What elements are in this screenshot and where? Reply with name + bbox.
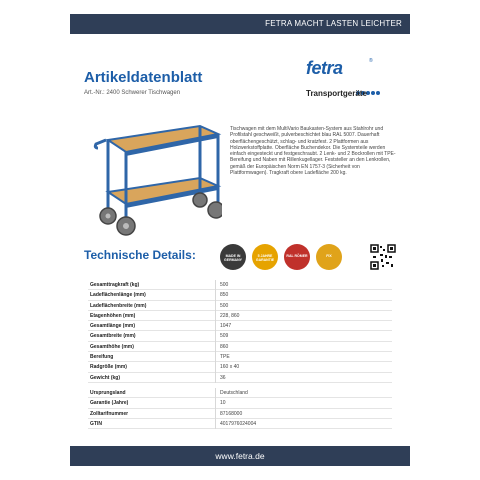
fix-badge-icon: FIX bbox=[316, 244, 342, 270]
table-row: Gewicht (kg) 36 bbox=[88, 373, 392, 383]
footer-banner bbox=[70, 446, 410, 466]
table-row: Garantie (Jahre) 10 bbox=[88, 398, 392, 408]
product-description: Tischwagen mit dem MultiVario Baukasten-System aus Stahlrohr und Profilstahl geschweißt, pulverbeschichtet blau RAL 5007. Dauerhaft oberflächengeschützt, schlag- und kratzfest. 2 Plattformen aus Holzwerkstoffplatte. Oberfläche Buchendekor. Die Systemteile werden einfach eingesteckt und festgeschraubt. 2 Lenk- und 2 Bockrollen mit TPE-Bereifung und Naben mit Rillenkugellager. Feststeller an den Lenkrollen, gemäß der Europäischen Norm EN 1757-3 (Sicherheit von Plattformwagen). Tragkraft obere Ladefläche 200 kg. bbox=[230, 126, 396, 177]
article-number: Art.-Nr.: 2400 Schwerer Tischwagen bbox=[84, 90, 181, 96]
technical-details-heading: Technische Details: bbox=[84, 248, 196, 262]
table-row: Gesamttragkraft (kg) 500 bbox=[88, 280, 392, 290]
table-row: Zolltarifnummer 87168000 bbox=[88, 409, 392, 419]
certification-badges bbox=[220, 244, 380, 272]
table-row: GTIN 4017976024004 bbox=[88, 419, 392, 429]
table-row: Bereifung TPE bbox=[88, 352, 392, 362]
table-row: Gesamtlänge (mm) 1047 bbox=[88, 321, 392, 331]
page-title: Artikeldatenblatt bbox=[84, 69, 203, 86]
website-link[interactable]: www.fetra.de bbox=[215, 451, 265, 461]
table-row: Etagenhöhen (mm) 228, 860 bbox=[88, 311, 392, 321]
table-row: Ladeflächenbreite (mm) 500 bbox=[88, 301, 392, 311]
logo-wordmark: fetra bbox=[306, 58, 343, 78]
table-row: Ursprungsland Deutschland bbox=[88, 388, 392, 398]
header-tagline: FETRA MACHT LASTEN LEICHTER bbox=[265, 19, 402, 28]
logo-registered-mark: ® bbox=[369, 58, 373, 64]
specs-table bbox=[88, 280, 392, 429]
table-row: Gesamtbreite (mm) 509 bbox=[88, 331, 392, 341]
fetra-logo bbox=[306, 58, 396, 108]
product-image-cart bbox=[92, 118, 222, 236]
qr-code-icon bbox=[370, 244, 396, 270]
made-in-germany-badge-icon: MADE IN GERMANY bbox=[220, 244, 246, 270]
table-row: Radgröße (mm) 160 x 40 bbox=[88, 362, 392, 372]
table-row: Gesamthöhe (mm) 860 bbox=[88, 342, 392, 352]
guarantee-badge-icon: 5 JAHRE GARANTIE bbox=[252, 244, 278, 270]
logo-subtitle: Transportgeräte bbox=[306, 89, 367, 98]
logo-dots-icon bbox=[356, 82, 386, 88]
top-banner bbox=[70, 14, 410, 34]
datasheet-page bbox=[70, 14, 410, 466]
table-row: Ladeflächenlänge (mm) 850 bbox=[88, 290, 392, 300]
ral-badge-icon: RAL RÖMER bbox=[284, 244, 310, 270]
